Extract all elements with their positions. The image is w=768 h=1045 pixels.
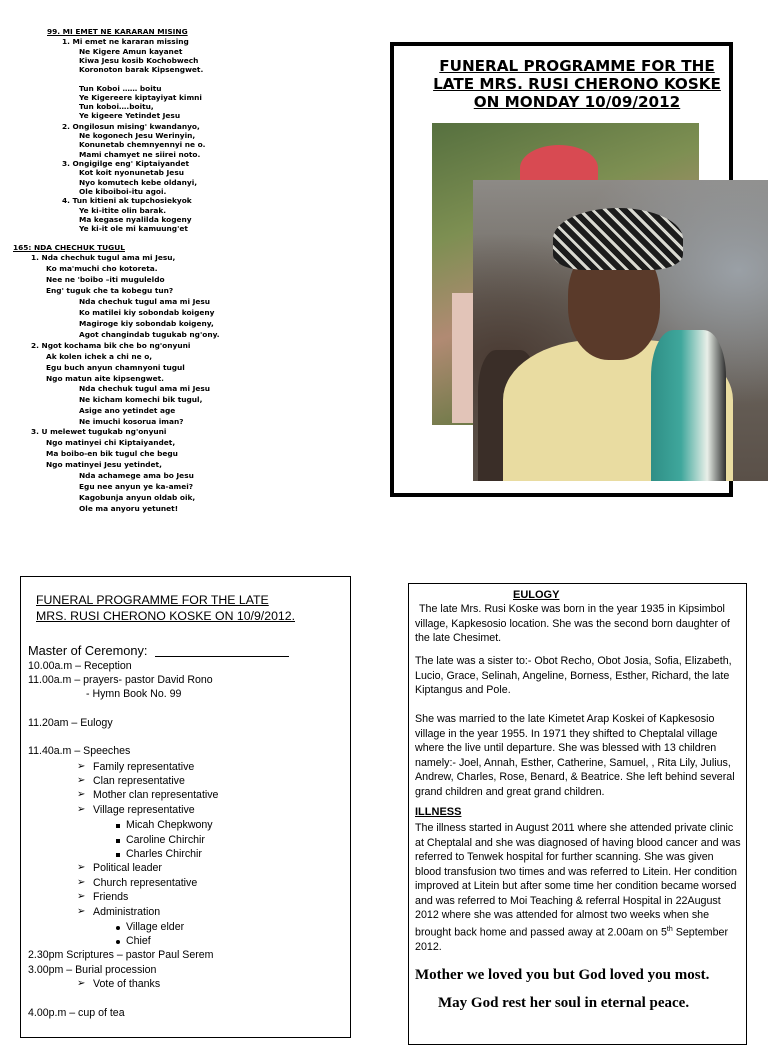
closing-line: Mother we loved you but God loved you most.	[415, 967, 710, 983]
hymn-line: Ma kegase nyalilda kogeny	[79, 215, 192, 224]
hymn-line: Kot koit nyonunetab Jesu	[79, 168, 184, 177]
master-of-ceremony-label: Master of Ceremony:	[28, 643, 148, 658]
hymn-line: Ye ki-it ole mi kamuung'et	[79, 224, 188, 233]
programme-item: 11.00a.m – prayers- pastor David Rono	[28, 674, 213, 686]
hymn-line: Tun koboi….boitu,	[79, 102, 154, 111]
hymn-line: Egu nee anyun ye ka-amei?	[79, 482, 194, 491]
closing-line: May God rest her soul in eternal peace.	[438, 995, 690, 1011]
square-bullet-icon	[116, 824, 120, 828]
speech-item: Political leader	[93, 862, 162, 874]
hymn-line: Ngo matun aite kipsengwet.	[46, 374, 164, 383]
hymn-line: Ma boibo-en bik tugul che begu	[46, 449, 178, 458]
cover-title-line: FUNERAL PROGRAMME FOR THE	[439, 57, 715, 75]
square-bullet-icon	[116, 853, 120, 857]
hymn-line: Koronoton barak Kipsengwet.	[79, 65, 204, 74]
square-bullet-icon	[116, 839, 120, 843]
hymn-line: Nda chechuk tugul ama mi Jesu	[79, 384, 211, 393]
hymn-line: Kagobunja anyun oldab oik,	[79, 493, 196, 502]
arrow-bullet-icon: ➢	[77, 978, 86, 989]
speech-item: Mother clan representative	[93, 789, 219, 801]
dot-bullet-icon	[116, 926, 120, 930]
hymn-line: Mami chamyet ne siirei noto.	[79, 150, 201, 159]
hymns-section	[0, 0, 380, 530]
programme-title-line: MRS. RUSI CHERONO KOSKE ON 10/9/2012.	[36, 609, 295, 623]
arrow-bullet-icon: ➢	[77, 804, 86, 815]
hymn-line: Kiwa Jesu kosib Kochobwech	[79, 56, 199, 65]
programme-item: 11.20am – Eulogy	[28, 717, 113, 729]
programme-title-line: FUNERAL PROGRAMME FOR THE LATE	[36, 593, 269, 607]
admin-item: Chief	[126, 935, 151, 947]
programme-item: - Hymn Book No. 99	[86, 688, 182, 700]
hymn-line: Egu buch anyun chamnyoni tugul	[46, 363, 185, 372]
hymn-line: Nda achamege ama bo Jesu	[79, 471, 194, 480]
speech-item: Administration	[93, 906, 161, 918]
arrow-bullet-icon: ➢	[77, 761, 86, 772]
hymn-line: 4. Tun kitieni ak tupchosiekyok	[62, 196, 192, 205]
hymn-line: Ko matilei kiy sobondab koigeny	[79, 308, 215, 317]
hymn-line: Ngo matinyei Jesu yetindet,	[46, 460, 162, 469]
hymn-line: Asige ano yetindet age	[79, 406, 176, 415]
arrow-bullet-icon: ➢	[77, 891, 86, 902]
speech-item: Village representative	[93, 804, 195, 816]
programme-item: 11.40a.m – Speeches	[28, 745, 131, 757]
hymn-line: Ye ki-itite olin barak.	[79, 206, 167, 215]
eulogy-paragraph: The late Mrs. Rusi Koske was born in the year 1935 in Kipsimbol village, Kapkesosio location. She was the second born daughter of the late Chesimet.	[415, 603, 730, 644]
hymn-line: Tun Koboi …… boitu	[79, 84, 162, 93]
hymn-line: Konunetab chemnyennyi ne o.	[79, 140, 206, 149]
programme-item: 2.30pm Scriptures – pastor Paul Serem	[28, 949, 214, 961]
hymn-line: Ole ma anyoru yetunet!	[79, 504, 179, 513]
hymn-line: 3. Ongigilge eng' Kiptaiyandet	[62, 159, 190, 168]
arrow-bullet-icon: ➢	[77, 775, 86, 786]
master-of-ceremony-blank	[155, 656, 289, 657]
eulogy-paragraph: The late was a sister to:- Obot Recho, Obot Josia, Sofia, Elizabeth, Lucio, Grace, Selinah, Angeline, Borness, Esther, Richard, the late Kiptangus and Pole.	[415, 655, 732, 696]
speech-item: Family representative	[93, 761, 195, 773]
programme-item: 3.00pm – Burial procession	[28, 964, 157, 976]
programme-title	[36, 592, 336, 624]
speech-item: Friends	[93, 891, 129, 903]
arrow-bullet-icon: ➢	[77, 906, 86, 917]
speech-item: Clan representative	[93, 775, 185, 787]
cover-title-line: ON MONDAY 10/09/2012	[473, 93, 681, 111]
programme-item: Vote of thanks	[93, 978, 161, 990]
hymn-165-title: 165: NDA CHECHUK TUGUL	[13, 243, 125, 252]
hymn-line: 2. Ongilosun mising' kwandanyo,	[62, 122, 200, 131]
dot-bullet-icon	[116, 940, 120, 944]
programme-item: 4.00p.m – cup of tea	[28, 1007, 125, 1019]
hymn-line: Nda chechuk tugul ama mi Jesu	[79, 297, 211, 306]
hymn-line: 1. Nda chechuk tugul ama mi Jesu,	[31, 253, 176, 262]
speech-item: Church representative	[93, 877, 198, 889]
hymn-line: Ne kogonech Jesu Werinyin,	[79, 131, 196, 140]
illness-heading: ILLNESS	[415, 806, 462, 818]
hymn-line: Eng' tuguk che ta kobegu tun?	[46, 286, 174, 295]
hymn-line: 3. U melewet tugukab ng'onyuni	[31, 427, 167, 436]
hymn-line: Ak kolen ichek a chi ne o,	[46, 352, 153, 361]
hymn-line: Ne Kigere Amun kayanet	[79, 47, 183, 56]
cover-title	[422, 57, 732, 111]
hymn-line: Agot changindab tugukab ng'ony.	[79, 330, 220, 339]
village-rep-item: Micah Chepkwony	[126, 819, 213, 831]
hymn-line: Ne imuchi kosorua iman?	[79, 417, 184, 426]
cover-title-line: LATE MRS. RUSI CHERONO KOSKE	[433, 75, 721, 93]
hymn-line: 2. Ngot kochama bik che bo ng'onyuni	[31, 341, 191, 350]
arrow-bullet-icon: ➢	[77, 862, 86, 873]
arrow-bullet-icon: ➢	[77, 877, 86, 888]
hymn-line: Ko ma'muchi cho kotoreta.	[46, 264, 158, 273]
hymn-line: Nee ne 'boibo –iti muguleldo	[46, 275, 165, 284]
village-rep-item: Charles Chirchir	[126, 848, 202, 860]
hymn-line: Ole kiboiboi-itu agoi.	[79, 187, 167, 196]
eulogy-title: EULOGY	[513, 589, 560, 601]
portrait-photo	[473, 180, 768, 481]
hymn-line: 1. Mi emet ne kararan missing	[62, 37, 189, 46]
arrow-bullet-icon: ➢	[77, 789, 86, 800]
hymn-99-title: 99. MI EMET NE KARARAN MISING	[47, 27, 188, 36]
hymn-line: Magiroge kiy sobondab koigeny,	[79, 319, 214, 328]
admin-item: Village elder	[126, 921, 185, 933]
hymn-line: Ye Kigereere kiptayiyat kimni	[79, 93, 202, 102]
hymn-line: Nyo komutech kebe oldanyi,	[79, 178, 198, 187]
eulogy-paragraph: The illness started in August 2011 where she attended private clinic at Cheptalal and she was diagnosed of having blood cancer and was referred to Tenwek hospital for further scanning. She was given blood transfusion two times and was referred to Litein. Her condition improved at Litein but after some time her condition became worsed and was referred to Moi Teaching & referral Hospital in 22August 2012 where she was attended for almost two weeks when she brought back home and passed away at 2.00am on 5th September 2012.	[415, 822, 741, 953]
hymn-line: Ye kigeere Yetindet Jesu	[79, 111, 181, 120]
eulogy-paragraph: She was married to the late Kimetet Arap Koskei of Kapkesosio village in the year 1955. In 1971 they shifted to Cheptalal village where the live until departure. She was blessed with 13 children namely:- Joel, Annah, Esther, Catherine, Samuel, , Rita Lily, Julius, Andrew, Charles, Rose, Benard, & Beatrice. She left behind several grand children and great grand children.	[415, 713, 735, 798]
hymn-line: Ne kicham komechi bik tugul,	[79, 395, 203, 404]
hymn-line: Ngo matinyei chi Kiptaiyandet,	[46, 438, 176, 447]
programme-item: 10.00a.m – Reception	[28, 660, 132, 672]
village-rep-item: Caroline Chirchir	[126, 834, 205, 846]
